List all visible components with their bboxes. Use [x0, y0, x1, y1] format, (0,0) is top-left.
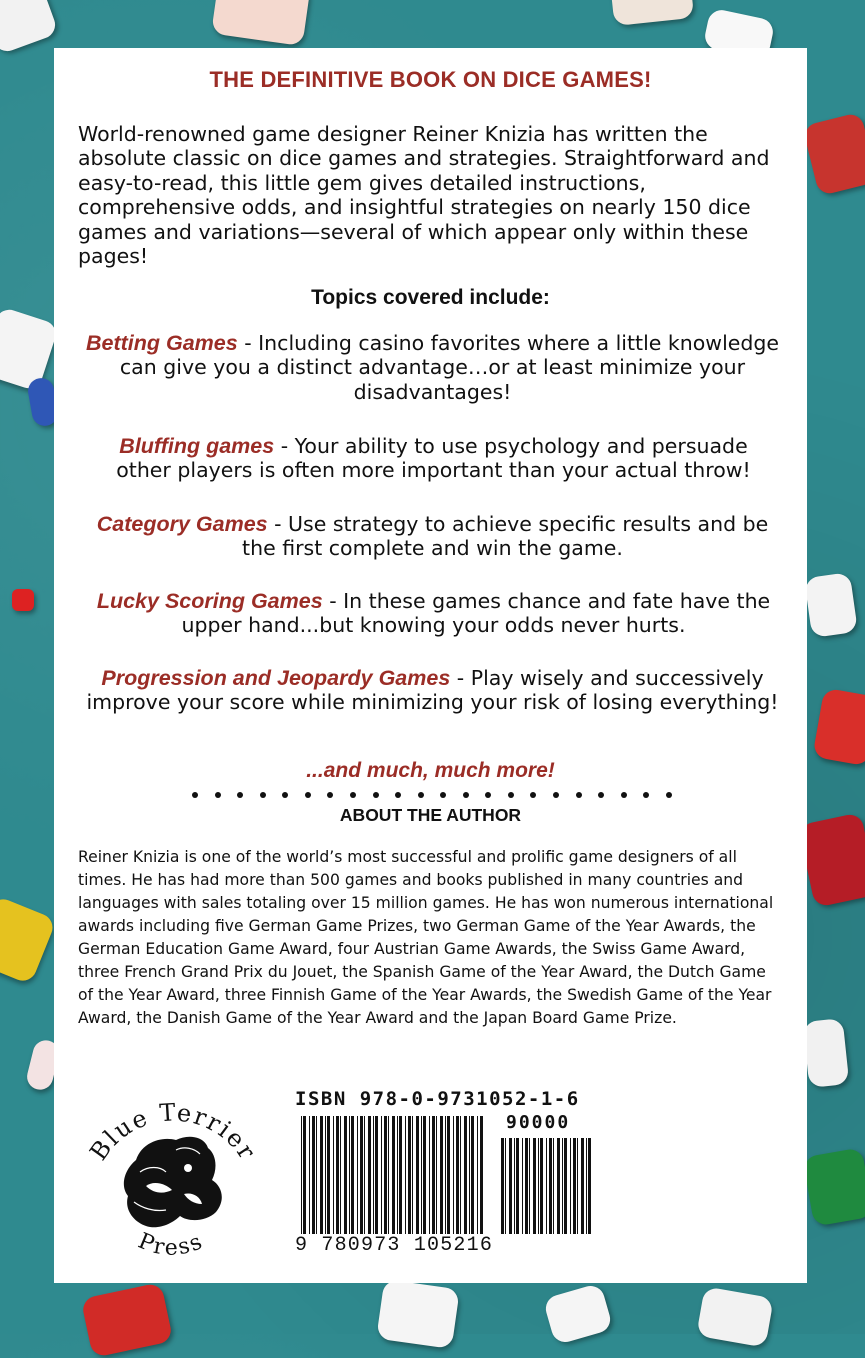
barcode-bar — [349, 1116, 350, 1234]
barcode-bar — [529, 1138, 530, 1234]
barcode-bar — [533, 1138, 536, 1234]
barcode-bar — [588, 1138, 591, 1234]
barcode-bar — [336, 1116, 339, 1234]
author-bio: Reiner Knizia is one of the world’s most successful and prolific game designers of all times. He has had more than 500 games and books published in many countries and languages with sales totaling over 15 million games. He has won numerous international awards including five German Game Prizes, two German Game of the Year Awards, the German Education Game Award, four Austrian Game Awards, the Swiss Game Award, three French Grand Prix du Jouet, the Spanish Game of the Year Award, the Dutch Game of the Year Award, three Finnish Game of the Year Awards, the Swedish Game of the Year Award, the Danish Game of the Year Award and the Japan Board Game Prize. — [78, 848, 774, 1027]
barcode-bar — [562, 1138, 563, 1234]
barcode-bar — [303, 1116, 306, 1234]
barcode-bar — [340, 1116, 341, 1234]
barcode-bar — [553, 1138, 554, 1234]
barcode-bar — [388, 1116, 389, 1234]
barcode-bar — [573, 1138, 576, 1234]
topic-name: Bluffing games — [119, 434, 275, 458]
barcode-bar — [375, 1116, 378, 1234]
barcode-bar — [432, 1116, 435, 1234]
barcode-bar — [549, 1138, 552, 1234]
barcode-bar — [381, 1116, 382, 1234]
topic-description: - In these games chance and fate have the upper hand...but knowing your odds never hurts. — [181, 589, 771, 638]
die-decoration — [0, 306, 59, 392]
headline: THE DEFINITIVE BOOK ON DICE GAMES! — [209, 67, 652, 92]
back-cover-panel — [54, 48, 807, 1283]
barcode-bar — [421, 1116, 422, 1234]
die-decoration — [12, 589, 34, 611]
die-decoration — [0, 895, 57, 985]
barcode-bar — [408, 1116, 411, 1234]
die-decoration — [211, 0, 311, 46]
barcode-bar — [309, 1116, 310, 1234]
barcode-bar — [360, 1116, 363, 1234]
barcode-bar — [477, 1116, 478, 1234]
barcode-bar — [436, 1116, 437, 1234]
isbn-text: ISBN 978-0-9731052-1-6 — [295, 1088, 580, 1110]
barcode-bar — [586, 1138, 587, 1234]
die-decoration — [543, 1283, 614, 1346]
barcode-bar — [423, 1116, 426, 1234]
die-decoration — [798, 812, 865, 907]
barcode-bar — [429, 1116, 430, 1234]
barcode-bar — [522, 1138, 523, 1234]
barcode-bar — [456, 1116, 459, 1234]
barcode-bar — [373, 1116, 374, 1234]
barcode-bar — [397, 1116, 398, 1234]
barcode-bar — [577, 1138, 578, 1234]
barcode-bar — [514, 1138, 515, 1234]
barcode-bar — [540, 1138, 543, 1234]
barcode-bar — [405, 1116, 406, 1234]
intro-paragraph: World-renowned game designer Reiner Knizia has written the absolute classic on dice games and strategies. Straightforward and easy-to-read, this little gem gives detailed instructions, comprehensive odds, and insightful strategies on nearly 150 dice games and variations—several of which appear only within these pages! — [78, 122, 770, 269]
and-much-more: ...and much, much more! — [306, 759, 555, 782]
publisher-name-bottom: Press — [134, 1228, 208, 1261]
barcode-bar — [480, 1116, 483, 1234]
topic-name: Lucky Scoring Games — [96, 589, 323, 613]
barcode-bar — [557, 1138, 560, 1234]
topic-name: Progression and Jeopardy Games — [101, 666, 451, 690]
barcode-bar — [471, 1116, 474, 1234]
barcode-bar — [368, 1116, 371, 1234]
topic-betting-games — [84, 331, 781, 404]
terrier-logo-icon — [76, 1076, 266, 1264]
topic-name: Category Games — [96, 512, 268, 536]
die-decoration — [696, 1286, 774, 1347]
barcode-bar — [412, 1116, 413, 1234]
topic-description: - Your ability to use psychology and persuade other players is often more important than your actual throw! — [116, 434, 751, 483]
topic-lucky-scoring-games — [88, 589, 779, 638]
topic-name: Betting Games — [85, 331, 238, 355]
die-decoration — [376, 1279, 460, 1349]
die-decoration — [802, 1147, 865, 1226]
barcode-bar — [316, 1116, 317, 1234]
barcode-bar — [464, 1116, 467, 1234]
topic-progression-jeopardy-games — [84, 666, 781, 715]
barcode-bar — [460, 1116, 461, 1234]
barcode-bar — [525, 1138, 528, 1234]
publisher-logo — [76, 1076, 266, 1264]
barcode-number: 9 780973 105216 — [295, 1234, 494, 1257]
barcode-bar — [325, 1116, 326, 1234]
barcode-bar — [320, 1116, 323, 1234]
barcode-bar — [564, 1138, 567, 1234]
barcode-bar — [440, 1116, 443, 1234]
barcode-bar — [445, 1116, 446, 1234]
topic-description: - Use strategy to achieve specific results and be the first complete and win the game. — [242, 512, 769, 561]
barcode-bar — [505, 1138, 506, 1234]
barcode-bar — [399, 1116, 402, 1234]
topics-heading: Topics covered include: — [311, 286, 550, 309]
topic-description: - Play wisely and successively improve your score while minimizing your risk of losing everything! — [86, 666, 779, 715]
dot-divider — [192, 790, 672, 800]
barcode-bar — [392, 1116, 395, 1234]
die-decoration — [0, 0, 59, 55]
barcode-bar — [453, 1116, 454, 1234]
barcode-bar — [538, 1138, 539, 1234]
topic-bluffing-games — [90, 434, 777, 483]
barcode-bar — [516, 1138, 519, 1234]
about-author-heading: ABOUT THE AUTHOR — [339, 805, 522, 825]
barcode-bar — [581, 1138, 584, 1234]
barcode-bar — [509, 1138, 512, 1234]
barcode-bar — [384, 1116, 387, 1234]
publisher-name-top: Blue Terrier — [84, 1098, 262, 1166]
topic-description: - Including casino favorites where a little knowledge can give you a distinct advantage…or at least minimize your disadvantages! — [119, 331, 780, 404]
die-decoration — [610, 0, 694, 26]
topic-category-games — [84, 512, 781, 561]
die-decoration — [812, 688, 865, 767]
barcode-bar — [333, 1116, 334, 1234]
barcode-bar — [301, 1116, 302, 1234]
barcode-bar — [447, 1116, 450, 1234]
die-decoration — [804, 572, 858, 638]
barcode-bar — [351, 1116, 354, 1234]
price-code: 90000 — [506, 1112, 571, 1133]
isbn-barcode — [295, 1088, 595, 1268]
barcode-bar — [570, 1138, 571, 1234]
barcode-bar — [501, 1138, 504, 1234]
barcode-bar — [344, 1116, 347, 1234]
barcode-bar — [327, 1116, 330, 1234]
barcode-bar — [357, 1116, 358, 1234]
die-decoration — [803, 1018, 850, 1088]
barcode-bar — [312, 1116, 315, 1234]
die-decoration — [802, 112, 865, 196]
die-decoration — [81, 1282, 174, 1358]
barcode-bar — [364, 1116, 365, 1234]
barcode-bar — [416, 1116, 419, 1234]
svg-text:Press — [134, 1229, 207, 1261]
barcode-bar — [546, 1138, 547, 1234]
barcode-bar — [469, 1116, 470, 1234]
